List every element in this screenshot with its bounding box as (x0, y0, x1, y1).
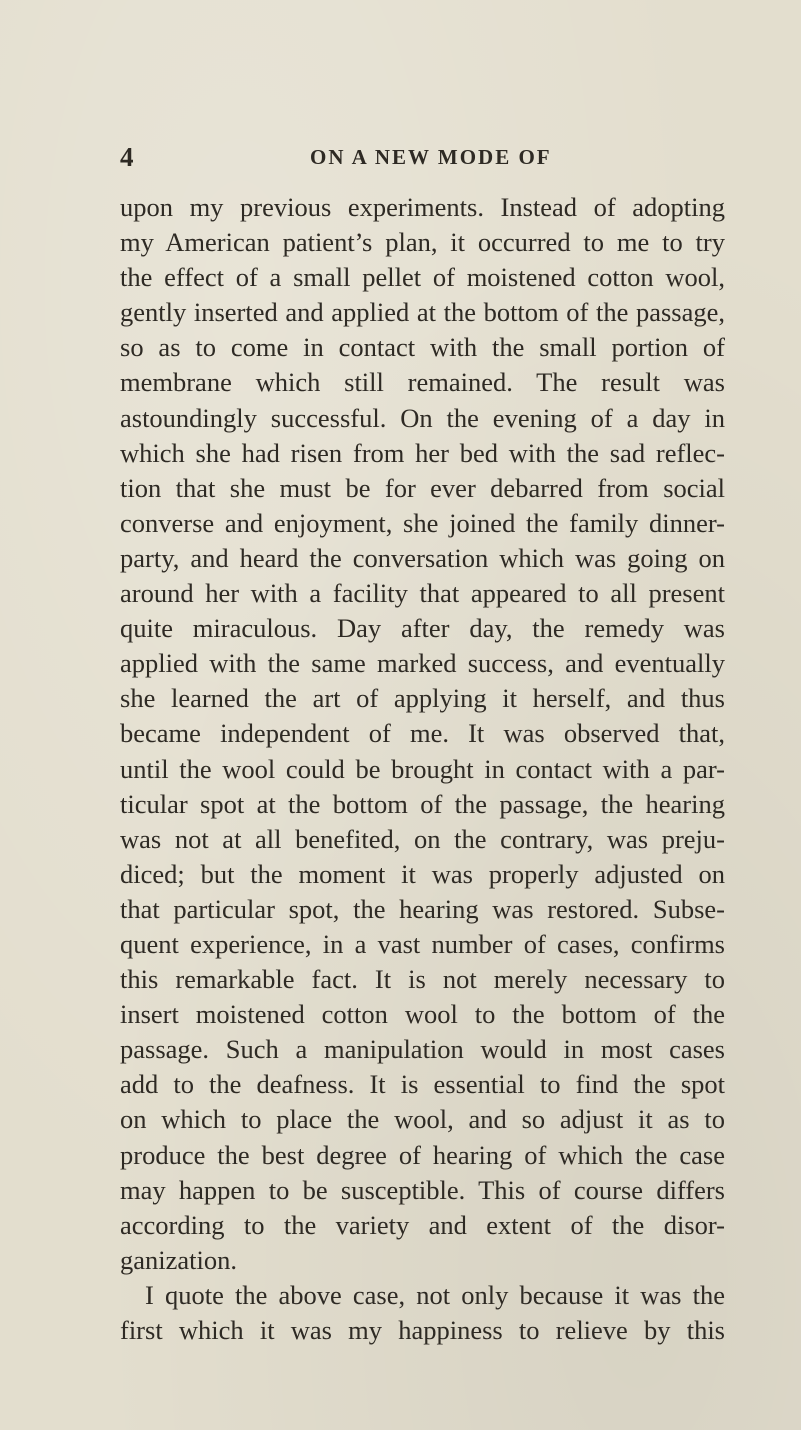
text-line: applied with the same marked success, and eventually (120, 648, 725, 679)
text-line: that particular spot, the hearing was restored. Subse- (120, 893, 725, 924)
text-line: around her with a facility that appeared to all present (120, 578, 725, 609)
text-line: tion that she must be for ever debarred from social (120, 472, 725, 503)
text-line: may happen to be susceptible. This of course differs (120, 1174, 725, 1205)
text-line: the effect of a small pellet of moistened cotton wool, (120, 262, 725, 293)
text-line: membrane which still remained. The result was (120, 367, 725, 398)
text-line: quite miraculous. Day after day, the remedy was (120, 613, 725, 644)
text-line: so as to come in contact with the small portion of (120, 332, 725, 363)
text-line: my American patient’s plan, it occurred to me to try (120, 227, 725, 258)
text-line: first which it was my happiness to relieve by this (120, 1315, 725, 1345)
text-line: passage. Such a manipulation would in most cases (120, 1034, 725, 1065)
text-line: according to the variety and extent of the disor- (120, 1209, 725, 1240)
text-line: produce the best degree of hearing of which the case (120, 1139, 725, 1170)
page-header (120, 141, 720, 173)
text-line: on which to place the wool, and so adjust it as to (120, 1104, 725, 1135)
text-line: add to the deafness. It is essential to find the spot (120, 1069, 725, 1100)
text-line: this remarkable fact. It is not merely necessary to (120, 964, 725, 995)
text-line: which she had risen from her bed with the sad reflec- (120, 437, 725, 468)
text-line: diced; but the moment it was properly adjusted on (120, 858, 725, 889)
text-line: quent experience, in a vast number of cases, confirms (120, 928, 725, 959)
text-line-paragraph-end: ganization. (120, 1244, 237, 1275)
text-line: party, and heard the conversation which was going on (120, 542, 725, 573)
text-line: became independent of me. It was observed that, (120, 718, 725, 749)
text-line-paragraph-start: I quote the above case, not only because it was the (145, 1279, 725, 1310)
page-number: 4 (120, 142, 134, 172)
text-line: upon my previous experiments. Instead of adopting (120, 192, 725, 222)
text-line: until the wool could be brought in contact with a par- (120, 753, 725, 784)
text-line: gently inserted and applied at the bottom of the passage, (120, 297, 725, 328)
running-head: ON A NEW MODE OF (310, 145, 552, 169)
text-line: converse and enjoyment, she joined the family dinner- (120, 507, 725, 538)
text-line: she learned the art of applying it herself, and thus (120, 683, 725, 714)
body-text (120, 190, 725, 1348)
text-line: insert moistened cotton wool to the bottom of the (120, 999, 725, 1030)
text-line: ticular spot at the bottom of the passage, the hearing (120, 788, 725, 819)
text-line: was not at all benefited, on the contrary, was preju- (120, 823, 725, 854)
text-line: astoundingly successful. On the evening of a day in (120, 402, 725, 433)
